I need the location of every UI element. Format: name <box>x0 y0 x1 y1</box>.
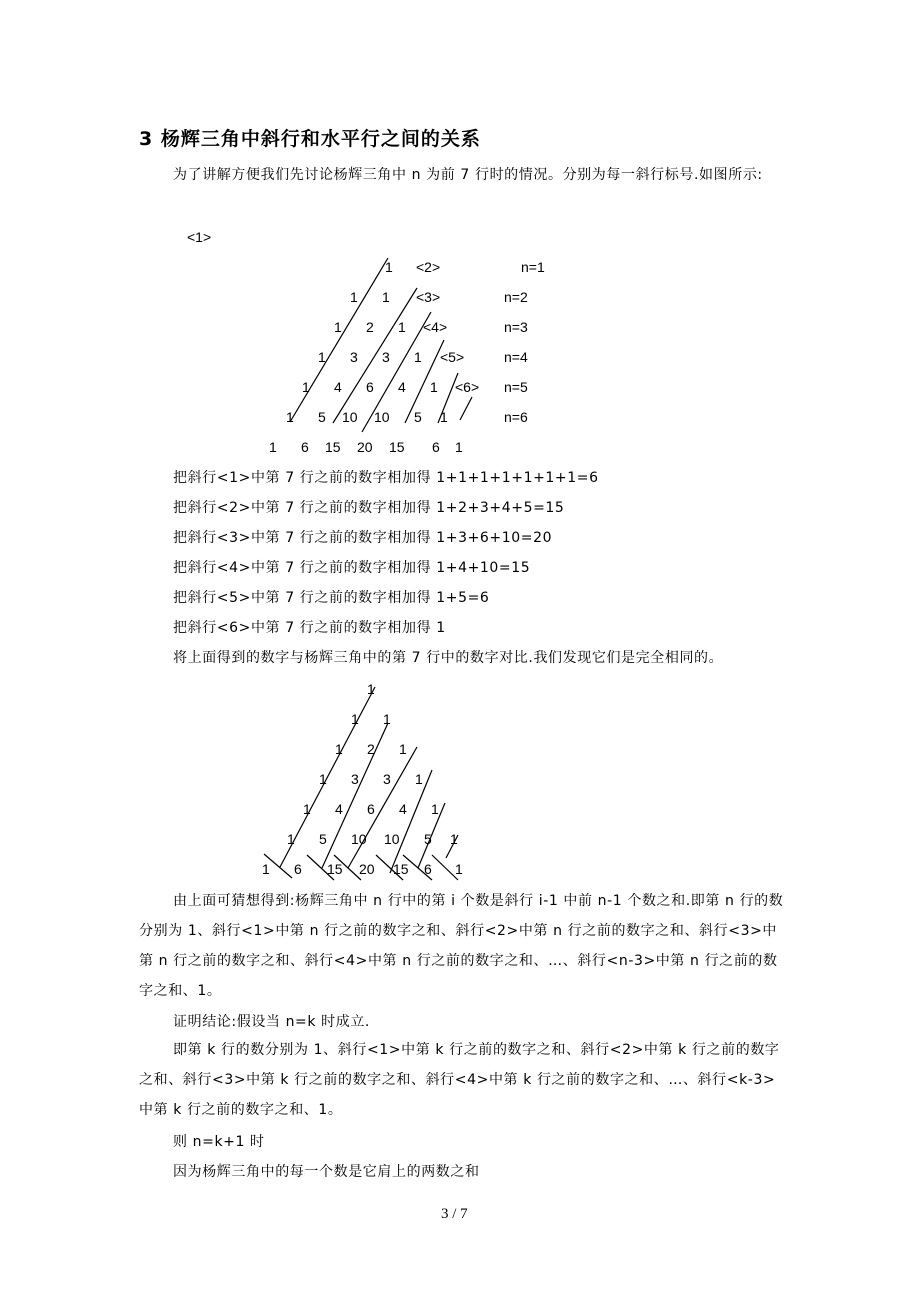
tri2-cell: 15 <box>327 861 343 877</box>
intro-paragraph: 为了讲解方便我们先讨论杨辉三角中 n 为前 7 行时的情况。分别为每一斜行标号.如图所示: <box>173 167 763 183</box>
tri1-cell: 1 <box>286 409 294 425</box>
sum-line-2: 把斜行<2>中第 7 行之前的数字相加得 1+2+3+4+5=15 <box>173 500 565 516</box>
tri2-cell: 6 <box>367 801 375 817</box>
tri2-cell: 3 <box>351 771 359 787</box>
tri1-cell: 15 <box>325 439 341 455</box>
tri2-cell: 10 <box>384 831 400 847</box>
section-heading: 3 杨辉三角中斜行和水平行之间的关系 <box>139 128 481 150</box>
tri2-cell: 1 <box>455 861 463 877</box>
sum-line-5: 把斜行<5>中第 7 行之前的数字相加得 1+5=6 <box>173 590 490 606</box>
page-number: 3 / 7 <box>441 1206 468 1222</box>
tri1-cell: 1 <box>430 379 438 395</box>
tri2-cell: 6 <box>294 861 302 877</box>
tri1-cell: 1 <box>455 439 463 455</box>
tri1-cell: 1 <box>334 319 342 335</box>
tri2-cell: 1 <box>367 681 375 697</box>
tri1-cell: 10 <box>374 409 390 425</box>
tri2-cell: 1 <box>287 831 295 847</box>
sum-line-3: 把斜行<3>中第 7 行之前的数字相加得 1+3+6+10=20 <box>173 530 553 546</box>
tri2-cell: 1 <box>319 771 327 787</box>
diag-label-6: <6> <box>455 379 480 395</box>
tri2-cell: 1 <box>399 741 407 757</box>
tri2-cell: 1 <box>415 771 423 787</box>
tri1-cell: 15 <box>389 439 405 455</box>
row-label-n6: n=6 <box>504 409 528 425</box>
conjecture-paragraph: 由上面可猜想得到:杨辉三角中 n 行中的第 i 个数是斜行 i-1 中前 n-1 个数之和.即第 n 行的数分别为 1、斜行<1>中第 n 行之前的数字之和、斜行<2>中第 n 行之前的数字之和、斜行<3>中第 n 行之前的数字之和、斜行<4>中第 n 行之前的数字之和、…、斜行<n-3>中第 n 行之前的数字之和、1。 <box>139 893 784 999</box>
tri1-cell: 1 <box>318 349 326 365</box>
tri1-cell: 6 <box>366 379 374 395</box>
row-label-n5: n=5 <box>504 379 528 395</box>
row-label-n2: n=2 <box>504 289 528 305</box>
diag-label-2: <2> <box>416 259 441 275</box>
tri1-cell: 20 <box>357 439 373 455</box>
tri1-cell: 1 <box>398 319 406 335</box>
tri1-cell: 1 <box>414 349 422 365</box>
tri2-cell: 15 <box>393 861 409 877</box>
comparison-line: 将上面得到的数字与杨辉三角中的第 7 行中的数字对比.我们发现它们是完全相同的。 <box>173 650 724 666</box>
tri1-cell: 2 <box>366 319 374 335</box>
diag-label-1: <1> <box>187 229 212 245</box>
row-label-n1: n=1 <box>521 259 545 275</box>
tri1-cell: 1 <box>382 289 390 305</box>
tri2-cell: 1 <box>351 711 359 727</box>
tri1-cell: 1 <box>302 379 310 395</box>
tri2-cell: 1 <box>335 741 343 757</box>
tri2-cell: 5 <box>424 831 432 847</box>
tri1-cell: 5 <box>414 409 422 425</box>
tri1-cell: 1 <box>385 259 393 275</box>
tri2-cell: 1 <box>383 711 391 727</box>
row-label-n4: n=4 <box>504 349 528 365</box>
row-label-n3: n=3 <box>504 319 528 335</box>
tri2-cell: 5 <box>319 831 327 847</box>
tri1-cell: 1 <box>269 439 277 455</box>
tri2-cell: 20 <box>359 861 375 877</box>
tri2-cell: 1 <box>262 861 270 877</box>
sum-line-4: 把斜行<4>中第 7 行之前的数字相加得 1+4+10=15 <box>173 560 531 576</box>
tri2-cell: 1 <box>450 831 458 847</box>
diag-label-3: <3> <box>416 289 441 305</box>
diag-label-4: <4> <box>423 319 448 335</box>
tri1-cell: 1 <box>350 289 358 305</box>
diag-label-5: <5> <box>440 349 465 365</box>
tri2-cell: 4 <box>399 801 407 817</box>
tri1-cell: 4 <box>334 379 342 395</box>
induction-step: 则 n=k+1 时 <box>173 1134 265 1150</box>
hypothesis-paragraph: 即第 k 行的数分别为 1、斜行<1>中第 k 行之前的数字之和、斜行<2>中第 k 行之前的数字之和、斜行<3>中第 k 行之前的数字之和、斜行<4>中第 k 行之前的数字之和、…、斜行<k-3>中第 k 行之前的数字之和、1。 <box>139 1042 780 1118</box>
tri1-cell: 4 <box>398 379 406 395</box>
tri1-cell: 6 <box>301 439 309 455</box>
sum-line-6: 把斜行<6>中第 7 行之前的数字相加得 1 <box>173 620 446 636</box>
tri2-cell: 10 <box>351 831 367 847</box>
sum-line-1: 把斜行<1>中第 7 行之前的数字相加得 1+1+1+1+1+1+1=6 <box>173 470 599 486</box>
tri2-cell: 2 <box>367 741 375 757</box>
reason-line: 因为杨辉三角中的每一个数是它肩上的两数之和 <box>173 1164 480 1180</box>
tri1-cell: 1 <box>440 409 448 425</box>
tri2-cell: 6 <box>424 861 432 877</box>
tri2-cell: 3 <box>383 771 391 787</box>
tri1-cell: 3 <box>382 349 390 365</box>
tri1-cell: 5 <box>318 409 326 425</box>
proof-intro: 证明结论:假设当 n=k 时成立. <box>173 1014 370 1030</box>
tri1-cell: 10 <box>342 409 358 425</box>
tri2-cell: 4 <box>335 801 343 817</box>
tri2-cell: 1 <box>303 801 311 817</box>
tri1-cell: 3 <box>350 349 358 365</box>
tri2-cell: 1 <box>431 801 439 817</box>
tri1-cell: 6 <box>432 439 440 455</box>
